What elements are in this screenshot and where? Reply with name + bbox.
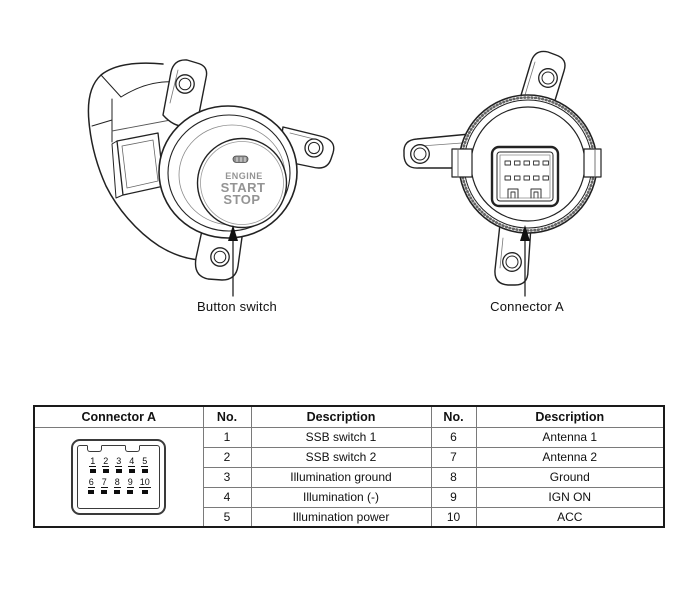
connector-key-notch [87, 445, 102, 452]
table-row [34, 427, 664, 447]
table-header-row [34, 406, 664, 427]
connector-rear-drawing [404, 51, 601, 296]
pin-no: 8 [431, 467, 476, 487]
pin-contact [116, 469, 122, 473]
side-latch-right [584, 149, 601, 177]
pin-no: 4 [203, 487, 251, 507]
pin-description: IGN ON [476, 487, 664, 507]
pin-no: 3 [203, 467, 251, 487]
pin-number: 5 [142, 455, 148, 466]
pin-row-top [78, 456, 159, 473]
button-text-engine: ENGINE [225, 171, 263, 181]
header-description-left: Description [251, 406, 431, 427]
pin-number: 7 [101, 476, 107, 487]
connector-a-label: Connector A [490, 299, 564, 314]
pin-number: 1 [90, 455, 96, 466]
connector-pin-table [33, 405, 665, 528]
pin-contact [88, 490, 94, 494]
connector-key-notch [125, 445, 140, 452]
pin-number: 2 [103, 455, 109, 466]
pin-contact [101, 490, 107, 494]
connector-pin-table-wrap [33, 405, 665, 528]
pin-number: 9 [127, 476, 133, 487]
pin-no: 7 [431, 447, 476, 467]
pin-no: 9 [431, 487, 476, 507]
button-text-start: START [220, 180, 266, 195]
indicator-lamp-icon [233, 156, 248, 163]
pin-description: Ground [476, 467, 664, 487]
pin-number: 6 [88, 476, 94, 487]
connector-a-socket [492, 147, 558, 206]
button-switch-drawing [88, 60, 333, 296]
connector-pinout-diagram [71, 439, 166, 515]
pin-no: 5 [203, 507, 251, 527]
pin-contact [129, 469, 135, 473]
pin-row-bottom [78, 477, 159, 494]
pin-description: Illumination ground [251, 467, 431, 487]
button-text-stop: STOP [223, 192, 261, 207]
pin-no: 6 [431, 427, 476, 447]
pin-number: 8 [114, 476, 120, 487]
pin-number: 4 [129, 455, 135, 466]
header-connector-a: Connector A [34, 406, 203, 427]
side-latch-left [452, 149, 472, 177]
pin-no: 1 [203, 427, 251, 447]
connector-pinout-diagram-cell [34, 427, 203, 527]
pin-description: Antenna 1 [476, 427, 664, 447]
pin-contact [103, 469, 109, 473]
header-no-left: No. [203, 406, 251, 427]
pin-no: 2 [203, 447, 251, 467]
pin-contact [142, 469, 148, 473]
button-switch-label: Button switch [197, 299, 277, 314]
pin-contact [142, 490, 148, 494]
pin-number: 10 [139, 476, 150, 487]
pin-contact [114, 490, 120, 494]
pin-description: Antenna 2 [476, 447, 664, 467]
pin-description: SSB switch 2 [251, 447, 431, 467]
pin-contact [90, 469, 96, 473]
pin-description: Illumination (-) [251, 487, 431, 507]
pin-description: ACC [476, 507, 664, 527]
pin-description: Illumination power [251, 507, 431, 527]
pin-number: 3 [116, 455, 122, 466]
header-description-right: Description [476, 406, 664, 427]
header-no-right: No. [431, 406, 476, 427]
pin-contact [127, 490, 133, 494]
pin-description: SSB switch 1 [251, 427, 431, 447]
pin-no: 10 [431, 507, 476, 527]
